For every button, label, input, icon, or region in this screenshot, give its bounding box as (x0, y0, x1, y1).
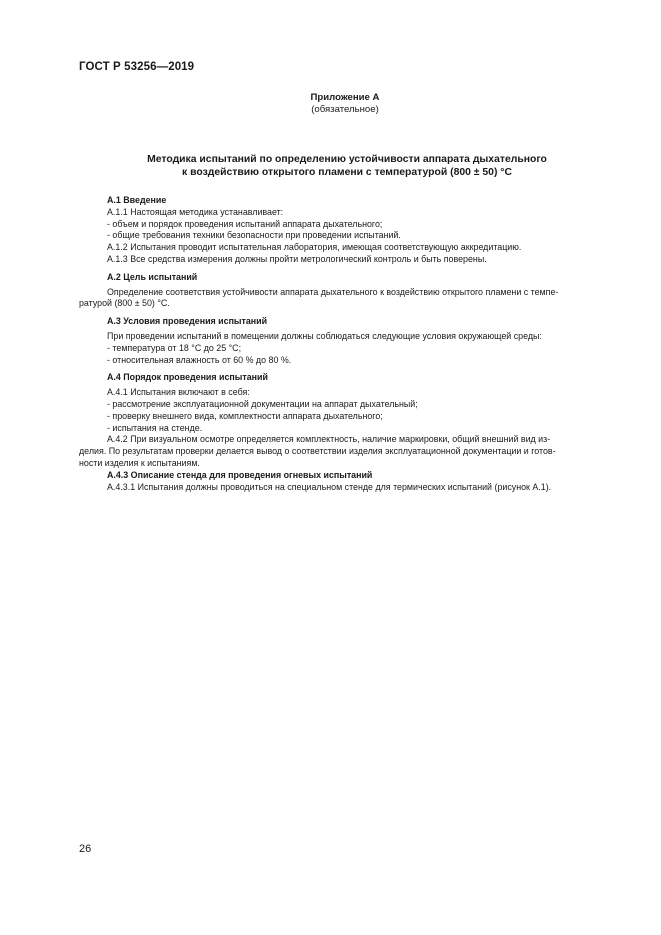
standard-number: ГОСТ Р 53256—2019 (79, 61, 195, 73)
paragraph-a2-line-2: ратурой (800 ± 50) °С. (79, 298, 170, 309)
paragraph-a4-2-line-1: А.4.2 При визуальном осмотре определяется комплектность, наличие маркировки, общий внешний вид из- (107, 434, 551, 445)
subsection-heading-a4-3: А.4.3 Описание стенда для проведения огневых испытаний (107, 469, 373, 480)
list-item: - относительная влажность от 60 % до 80 %. (107, 354, 292, 365)
paragraph-a4-2-line-2: делия. По результатам проверки делается вывод о соответствии изделия эксплуатационной документации и готов- (79, 446, 556, 457)
methodology-title-line-2: к воздействию открытого пламени с температурой (800 ± 50) °С (182, 167, 512, 178)
list-item: - проверку внешнего вида, комплектности аппарата дыхательного; (107, 410, 383, 421)
appendix-title: Приложение А (310, 92, 380, 103)
paragraph-a4-3-1: А.4.3.1 Испытания должны проводиться на специальном стенде для термических испытаний (рисунок А.1). (107, 481, 552, 492)
list-item: - испытания на стенде. (107, 422, 203, 433)
paragraph-a1-3: А.1.3 Все средства измерения должны пройти метрологический контроль и быть поверены. (107, 253, 487, 264)
methodology-title-line-1: Методика испытаний по определению устойчивости аппарата дыхательного (147, 154, 547, 165)
list-item: - рассмотрение эксплуатационной документации на аппарат дыхательный; (107, 398, 418, 409)
paragraph-a2-line-1: Определение соответствия устойчивости аппарата дыхательного к воздействию открытого пламени с темпе- (107, 286, 559, 297)
list-item: - температура от 18 °С до 25 °С; (107, 342, 242, 353)
paragraph-a1-1: А.1.1 Настоящая методика устанавливает: (107, 206, 284, 217)
page-number: 26 (79, 843, 92, 855)
list-item: - объем и порядок проведения испытаний аппарата дыхательного; (107, 218, 383, 229)
section-heading-a1: А.1 Введение (107, 195, 167, 205)
section-heading-a4: А.4 Порядок проведения испытаний (107, 372, 268, 383)
document-body (79, 195, 611, 493)
appendix-status: (обязательное) (311, 104, 379, 115)
list-item: - общие требования техники безопасности при проведении испытаний. (107, 230, 401, 241)
section-heading-a3: А.3 Условия проведения испытаний (107, 316, 268, 327)
paragraph-a4-1: А.4.1 Испытания включают в себя: (107, 387, 250, 398)
paragraph-a1-2: А.1.2 Испытания проводит испытательная лаборатория, имеющая соответствующую аккредитацию. (107, 242, 522, 253)
section-heading-a2: А.2 Цель испытаний (107, 271, 198, 282)
paragraph-a4-2-line-3: ности изделия к испытаниям. (79, 457, 200, 468)
paragraph-a3-1: При проведении испытаний в помещении должны соблюдаться следующие условия окружающей среды: (107, 330, 542, 341)
